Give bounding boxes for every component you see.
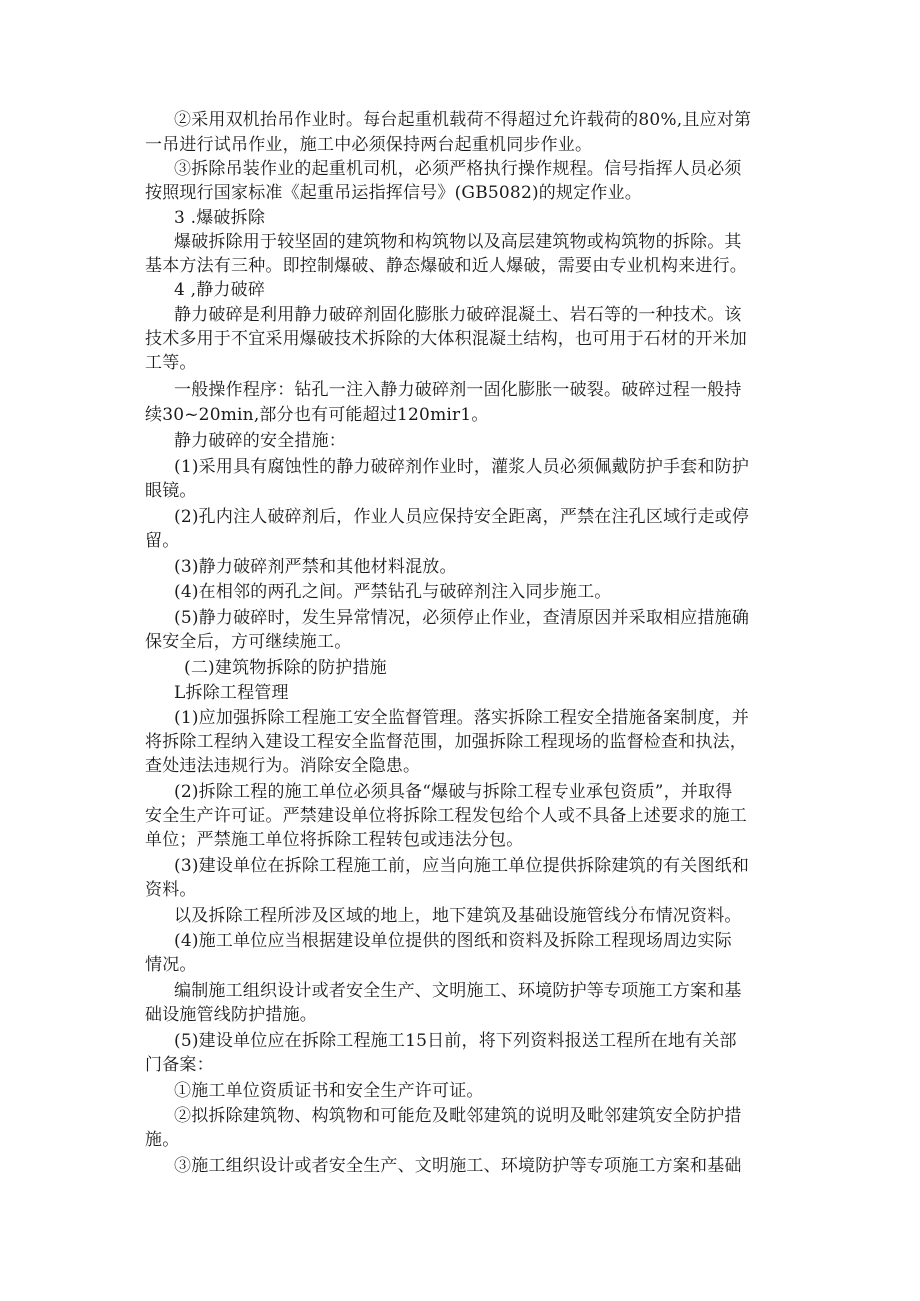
text-line: 基本方法有三种。即控制爆破、静态爆破和近人爆破，需要由专业机构来进行。 xyxy=(145,256,747,276)
text-line: 编制施工组织设计或者安全生产、文明施工、环境防护等专项施工方案和基 xyxy=(174,981,742,1001)
list-item: (2)拆除工程的施工单位必须具备“爆破与拆除工程专业承包资质”，并取得 xyxy=(174,782,733,802)
text-line: 爆破拆除用于较坚固的建筑物和构筑物以及高层建筑物或构筑物的拆除。其 xyxy=(174,232,742,252)
section-heading: 3 .爆破拆除 xyxy=(174,208,266,228)
text-line: 按照现行国家标准《起重吊运指挥信号》(GB5082)的规定作业。 xyxy=(145,183,642,203)
list-item: ①施工单位资质证书和安全生产许可证。 xyxy=(174,1081,484,1101)
section-heading: L拆除工程管理 xyxy=(174,683,289,703)
text-line: 资料。 xyxy=(145,880,197,900)
text-line: 一般操作程序：钻孔一注入静力破碎剂一固化膨胀一破裂。破碎过程一般持 xyxy=(174,380,742,400)
text-line: 静力破碎的安全措施： xyxy=(174,431,346,451)
text-line: 工等。 xyxy=(145,353,197,373)
text-line: 门备案： xyxy=(145,1055,214,1075)
text-line: 一吊进行试吊作业，施工中必须保持两台起重机同步作业。 xyxy=(145,135,593,155)
list-item: (4)施工单位应当根据建设单位提供的图纸和资料及拆除工程现场周边实际 xyxy=(174,931,732,951)
text-line: 留。 xyxy=(145,531,180,551)
text-line: ②采用双机抬吊作业时。每台起重机载荷不得超过允许载荷的80%,且应对第 xyxy=(174,110,752,130)
list-item: (3)建设单位在拆除工程施工前，应当向施工单位提供拆除建筑的有关图纸和 xyxy=(174,856,750,876)
text-line: 施。 xyxy=(145,1130,180,1150)
text-line: 将拆除工程纳入建设工程安全监督范围，加强拆除工程现场的监督检查和执法， xyxy=(145,732,747,752)
text-line: 保安全后，方可继续施工。 xyxy=(145,632,352,652)
text-line: 以及拆除工程所涉及区域的地上，地下建筑及基础设施管线分布情况资料。 xyxy=(174,906,742,926)
text-line: 单位；严禁施工单位将拆除工程转包或违法分包。 xyxy=(145,830,524,850)
text-line: 情况。 xyxy=(145,955,197,975)
text-line: 查处违法违规行为。消除安全隐患。 xyxy=(145,756,421,776)
text-line: 安全生产许可证。严禁建设单位将拆除工程发包给个人或不具备上述要求的施工 xyxy=(145,806,747,826)
section-heading: (二)建筑物拆除的防护措施 xyxy=(184,658,387,678)
text-line: 眼镜。 xyxy=(145,481,197,501)
text-line: ③拆除吊装作业的起重机司机，必须严格执行操作规程。信号指挥人员必须 xyxy=(174,159,742,179)
list-item: (4)在相邻的两孔之间。严禁钻孔与破碎剂注入同步施工。 xyxy=(174,582,612,602)
list-item: (3)静力破碎剂严禁和其他材料混放。 xyxy=(174,557,457,577)
list-item: (5)建设单位应在拆除工程施工15日前，将下列资料报送工程所在地有关部 xyxy=(174,1031,737,1051)
list-item: ②拟拆除建筑物、构筑物和可能危及毗邻建筑的说明及毗邻建筑安全防护措 xyxy=(174,1106,742,1126)
text-line: 础设施管线防护措施。 xyxy=(145,1005,317,1025)
list-item: (5)静力破碎时，发生异常情况，必须停止作业，查清原因并采取相应措施确 xyxy=(174,608,750,628)
text-line: 静力破碎是利用静力破碎剂固化膨胀力破碎混凝土、岩石等的一种技术。该 xyxy=(174,305,742,325)
list-item: (2)孔内注人破碎剂后，作业人员应保持安全距离，严禁在注孔区域行走或停 xyxy=(174,507,750,527)
list-item: (1)应加强拆除工程施工安全监督管理。落实拆除工程安全措施备案制度，并 xyxy=(174,708,750,728)
list-item: ③施工组织设计或者安全生产、文明施工、环境防护等专项施工方案和基础 xyxy=(174,1156,742,1176)
text-line: 续30~20min,部分也有可能超过120mir1。 xyxy=(145,405,489,425)
section-heading: 4 ,静力破碎 xyxy=(174,280,266,300)
text-line: 技术多用于不宜采用爆破技术拆除的大体积混凝土结构，也可用于石材的开米加 xyxy=(145,329,747,349)
list-item: (1)采用具有腐蚀性的静力破碎剂作业时，灌浆人员必须佩戴防护手套和防护 xyxy=(174,457,750,477)
